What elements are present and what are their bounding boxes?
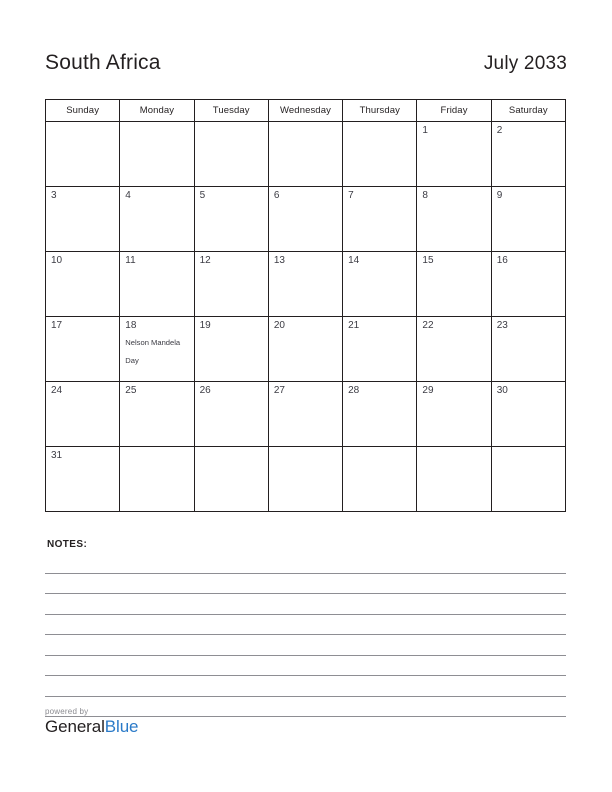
day-event: Nelson Mandela Day bbox=[125, 337, 181, 365]
week-row bbox=[46, 382, 566, 447]
day-cell[interactable] bbox=[417, 252, 491, 317]
day-number: 31 bbox=[51, 450, 63, 461]
day-event bbox=[200, 338, 218, 347]
day-cell[interactable] bbox=[343, 382, 417, 447]
day-number: 4 bbox=[125, 190, 131, 201]
day-cell[interactable] bbox=[269, 187, 343, 252]
week-row bbox=[46, 187, 566, 252]
day-event bbox=[422, 273, 440, 282]
day-event bbox=[422, 456, 440, 465]
day-event bbox=[274, 456, 292, 465]
day-number: 23 bbox=[496, 320, 508, 331]
weekday-header-monday: Monday bbox=[120, 100, 194, 121]
day-cell[interactable] bbox=[46, 317, 120, 382]
day-event bbox=[348, 403, 366, 412]
day-number: 10 bbox=[51, 255, 63, 266]
weekday-header-tuesday: Tuesday bbox=[195, 100, 269, 121]
day-event bbox=[200, 273, 218, 282]
day-event bbox=[497, 456, 515, 465]
day-event bbox=[348, 208, 366, 217]
day-number: 22 bbox=[422, 320, 434, 331]
day-number: 19 bbox=[199, 320, 211, 331]
note-line[interactable] bbox=[45, 594, 566, 615]
day-event bbox=[274, 273, 292, 282]
day-cell[interactable] bbox=[120, 447, 194, 512]
day-cell[interactable] bbox=[46, 447, 120, 512]
calendar-grid bbox=[45, 99, 566, 512]
day-cell[interactable] bbox=[417, 187, 491, 252]
day-event bbox=[422, 403, 440, 412]
notes-label: NOTES: bbox=[47, 539, 88, 550]
day-event bbox=[51, 468, 69, 477]
generalblue-logo[interactable] bbox=[45, 718, 305, 737]
day-cell[interactable] bbox=[417, 122, 491, 187]
day-cell[interactable] bbox=[120, 122, 194, 187]
day-cell[interactable] bbox=[269, 447, 343, 512]
day-event bbox=[497, 143, 515, 152]
day-event bbox=[274, 131, 292, 140]
day-cell[interactable] bbox=[343, 252, 417, 317]
day-cell[interactable] bbox=[120, 382, 194, 447]
notes-section bbox=[45, 540, 566, 717]
day-event bbox=[51, 208, 69, 217]
day-cell[interactable] bbox=[417, 382, 491, 447]
day-cell[interactable] bbox=[343, 122, 417, 187]
day-number: 12 bbox=[199, 255, 211, 266]
day-event bbox=[51, 273, 69, 282]
day-event bbox=[274, 338, 292, 347]
day-cell[interactable] bbox=[269, 122, 343, 187]
day-event bbox=[51, 403, 69, 412]
day-event bbox=[497, 403, 515, 412]
day-number: 7 bbox=[348, 190, 354, 201]
day-cell[interactable] bbox=[195, 382, 269, 447]
page-title: South Africa bbox=[45, 51, 161, 74]
day-cell[interactable] bbox=[492, 382, 566, 447]
day-cell[interactable] bbox=[46, 382, 120, 447]
day-cell[interactable] bbox=[195, 447, 269, 512]
day-cell[interactable] bbox=[343, 447, 417, 512]
footer bbox=[45, 707, 305, 736]
day-number: 9 bbox=[496, 190, 503, 201]
day-number: 1 bbox=[422, 125, 428, 136]
day-number: 6 bbox=[273, 190, 280, 201]
day-event bbox=[348, 338, 366, 347]
month-year-title: July 2033 bbox=[483, 53, 567, 74]
day-event bbox=[51, 131, 69, 140]
day-event bbox=[274, 403, 292, 412]
weekday-header-row bbox=[46, 100, 566, 122]
day-cell[interactable] bbox=[195, 252, 269, 317]
week-row bbox=[46, 122, 566, 187]
day-event bbox=[348, 131, 366, 140]
day-cell[interactable] bbox=[492, 447, 566, 512]
day-number: 13 bbox=[273, 255, 285, 266]
brand-name-blue: Blue bbox=[104, 716, 139, 736]
notes-lines bbox=[45, 553, 566, 717]
day-number: 15 bbox=[422, 255, 434, 266]
day-number: 30 bbox=[496, 385, 508, 396]
day-event bbox=[51, 338, 69, 347]
weekday-header-thursday: Thursday bbox=[343, 100, 417, 121]
day-cell[interactable] bbox=[492, 252, 566, 317]
day-cell[interactable] bbox=[492, 317, 566, 382]
day-number: 5 bbox=[199, 190, 206, 201]
day-cell[interactable] bbox=[46, 252, 120, 317]
day-cell[interactable] bbox=[195, 187, 269, 252]
day-cell[interactable] bbox=[492, 187, 566, 252]
day-number: 18 bbox=[125, 320, 137, 331]
day-number: 26 bbox=[199, 385, 211, 396]
weekday-header-saturday: Saturday bbox=[492, 100, 566, 121]
day-event bbox=[200, 208, 218, 217]
day-number: 27 bbox=[273, 385, 285, 396]
day-number: 29 bbox=[422, 385, 434, 396]
day-cell[interactable] bbox=[492, 122, 566, 187]
day-number: 3 bbox=[51, 190, 57, 201]
weekday-header-sunday: Sunday bbox=[46, 100, 120, 121]
day-cell[interactable] bbox=[417, 317, 491, 382]
powered-by-label: powered by bbox=[45, 707, 89, 716]
day-number: 28 bbox=[348, 385, 360, 396]
day-cell[interactable] bbox=[269, 317, 343, 382]
day-cell[interactable] bbox=[269, 252, 343, 317]
day-event bbox=[348, 273, 366, 282]
day-event bbox=[422, 208, 440, 217]
week-row bbox=[46, 317, 566, 382]
week-row bbox=[46, 252, 566, 317]
day-cell[interactable] bbox=[417, 447, 491, 512]
note-line[interactable] bbox=[45, 676, 566, 697]
day-cell[interactable] bbox=[343, 317, 417, 382]
day-number: 25 bbox=[125, 385, 137, 396]
day-event bbox=[200, 131, 218, 140]
day-event bbox=[497, 338, 515, 347]
day-number: 24 bbox=[51, 385, 63, 396]
brand-name-general: General bbox=[45, 716, 105, 736]
day-event bbox=[125, 273, 143, 282]
day-cell[interactable] bbox=[120, 317, 194, 382]
day-event bbox=[497, 273, 515, 282]
note-line[interactable] bbox=[45, 635, 566, 656]
day-number: 20 bbox=[273, 320, 285, 331]
day-cell[interactable] bbox=[343, 187, 417, 252]
weekday-header-wednesday: Wednesday bbox=[269, 100, 343, 121]
day-event bbox=[125, 403, 143, 412]
day-event bbox=[125, 208, 143, 217]
day-number: 17 bbox=[51, 320, 63, 331]
day-number: 16 bbox=[496, 255, 508, 266]
day-number: 2 bbox=[496, 125, 503, 136]
week-row bbox=[46, 447, 566, 512]
day-number: 14 bbox=[348, 255, 360, 266]
day-cell[interactable] bbox=[46, 187, 120, 252]
day-event bbox=[422, 143, 440, 152]
day-cell[interactable] bbox=[195, 317, 269, 382]
day-cell[interactable] bbox=[269, 382, 343, 447]
day-event bbox=[422, 338, 440, 347]
day-event bbox=[125, 131, 143, 140]
day-cell[interactable] bbox=[120, 252, 194, 317]
page-header bbox=[45, 52, 567, 84]
day-event bbox=[348, 456, 366, 465]
day-event bbox=[497, 208, 515, 217]
day-event bbox=[274, 208, 292, 217]
note-line[interactable] bbox=[45, 553, 566, 574]
day-number: 8 bbox=[422, 190, 428, 201]
day-event bbox=[200, 456, 218, 465]
day-cell[interactable] bbox=[195, 122, 269, 187]
day-number: 21 bbox=[348, 320, 360, 331]
day-event bbox=[125, 456, 143, 465]
day-event bbox=[200, 403, 218, 412]
day-cell[interactable] bbox=[46, 122, 120, 187]
day-cell[interactable] bbox=[120, 187, 194, 252]
note-line[interactable] bbox=[45, 656, 566, 677]
note-line[interactable] bbox=[45, 574, 566, 595]
note-line[interactable] bbox=[45, 615, 566, 636]
weekday-header-friday: Friday bbox=[417, 100, 491, 121]
day-number: 11 bbox=[125, 255, 136, 266]
